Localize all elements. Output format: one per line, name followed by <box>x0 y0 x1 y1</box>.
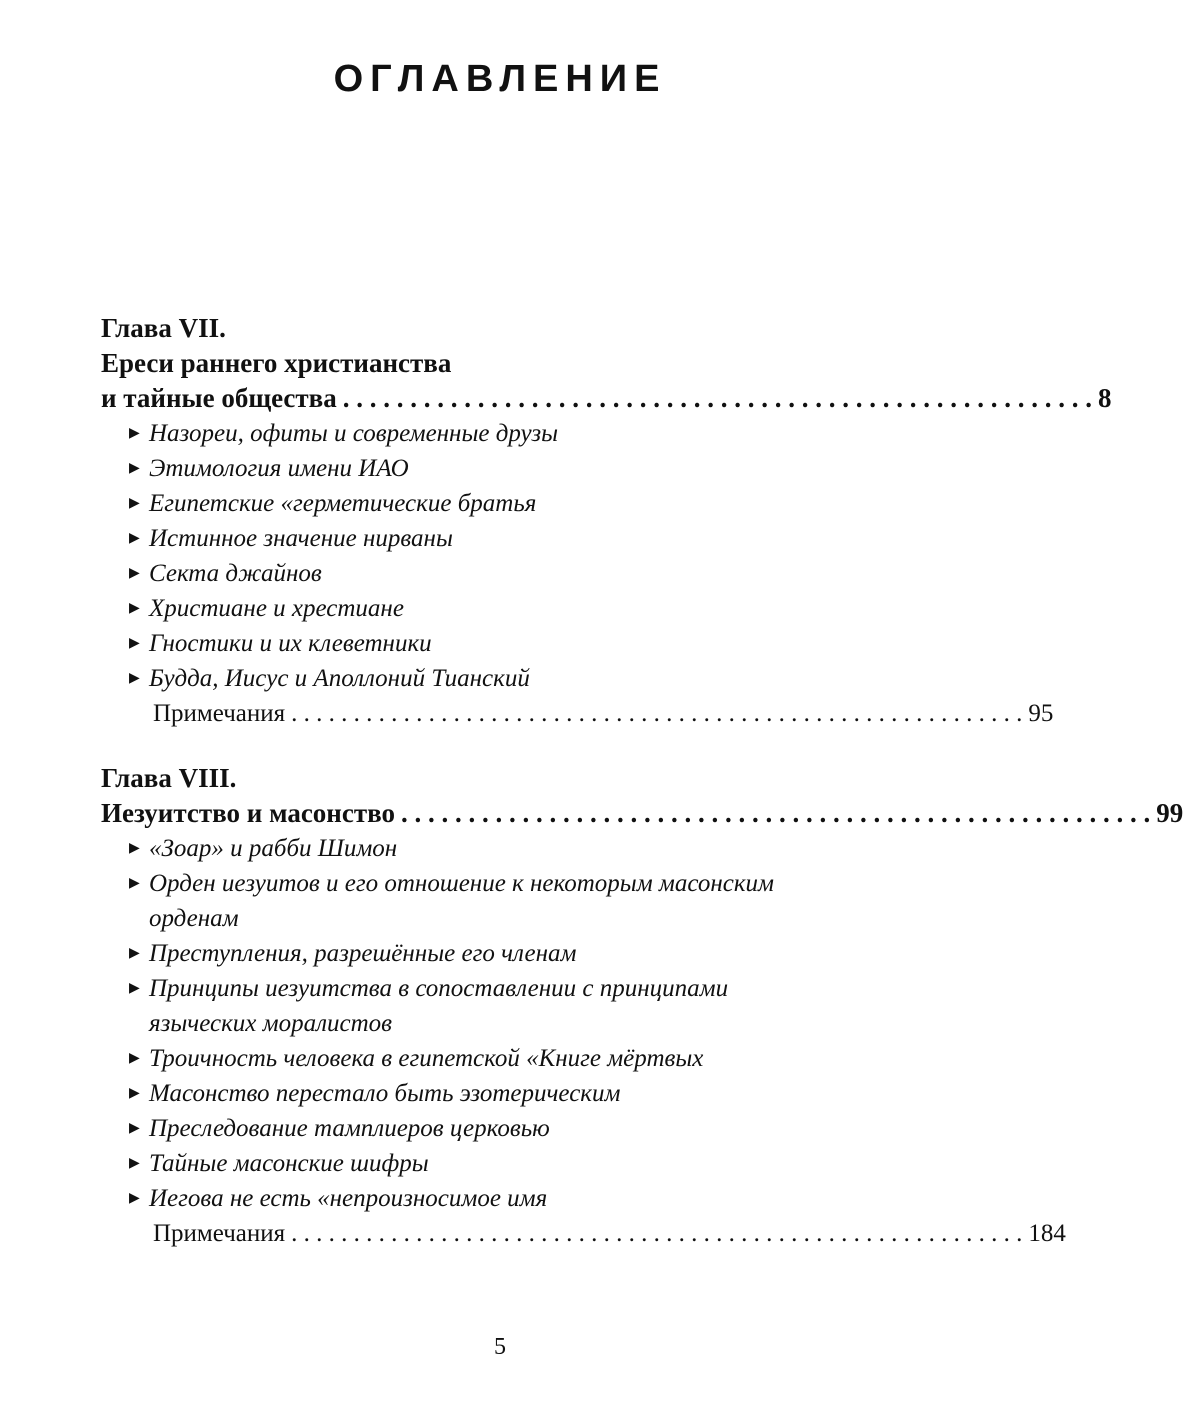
dot-leader: . . . . . . . . . . . . . . . . . . . . . . . . . . . . . . . . . . . . . . . . . . . . . . . . . . . . . . . . . . . <box>291 1220 1023 1247</box>
notes-row[interactable] <box>101 696 1054 731</box>
triangle-bullet-icon: ▶ <box>129 1086 140 1101</box>
topic-item <box>101 1146 939 1181</box>
triangle-bullet-icon: ▶ <box>129 946 140 961</box>
topic-item-continuation <box>101 901 939 936</box>
chapter-page-number: 99 <box>1156 798 1183 828</box>
chapter-page-number: 8 <box>1098 383 1112 413</box>
notes-label: Примечания <box>153 1220 286 1247</box>
topic-text: Тайные масонские шифры <box>149 1150 429 1177</box>
topic-text: Преследование тамплиеров церковью <box>149 1115 550 1142</box>
topic-item <box>101 556 939 591</box>
table-of-contents <box>101 311 1183 1281</box>
topic-item <box>101 831 939 866</box>
topic-item <box>101 1181 939 1216</box>
chapter-title-row[interactable] <box>101 796 1183 831</box>
topic-item <box>101 591 939 626</box>
topic-text: Христиане и хрестиане <box>149 595 404 622</box>
triangle-bullet-icon: ▶ <box>129 1051 140 1066</box>
triangle-bullet-icon: ▶ <box>129 566 140 581</box>
topic-text: Троичность человека в египетской «Книге мёртвых <box>149 1045 704 1072</box>
triangle-bullet-icon: ▶ <box>129 1156 140 1171</box>
topic-list <box>101 831 939 1216</box>
triangle-bullet-icon: ▶ <box>129 461 140 476</box>
triangle-bullet-icon: ▶ <box>129 841 140 856</box>
topic-item <box>101 971 939 1006</box>
topic-text: языческих моралистов <box>149 1010 392 1037</box>
chapter-7 <box>101 311 1112 731</box>
topic-text: Египетские «герметические братья <box>149 490 537 517</box>
triangle-bullet-icon: ▶ <box>129 426 140 441</box>
topic-text: Назореи, офиты и современные друзы <box>149 420 559 447</box>
topic-text: Орден иезуитов и его отношение к некоторым масонским <box>149 870 774 897</box>
page-title: ОГЛАВЛЕНИЕ <box>333 58 667 100</box>
topic-text: Истинное значение нирваны <box>149 525 453 552</box>
footer-page-number: 5 <box>494 1334 506 1360</box>
topic-item <box>101 1111 939 1146</box>
triangle-bullet-icon: ▶ <box>129 671 140 686</box>
topic-text: Будда, Иисус и Аполлоний Тианский <box>149 665 530 692</box>
triangle-bullet-icon: ▶ <box>129 496 140 511</box>
topic-text: Этимология имени ИАО <box>149 455 409 482</box>
topic-item <box>101 1076 939 1111</box>
chapter-title-row[interactable] <box>101 381 1112 416</box>
topic-item <box>101 866 939 901</box>
topic-text: Секта джайнов <box>149 560 322 587</box>
topic-item <box>101 521 939 556</box>
topic-text: Иегова не есть «непроизносимое имя <box>149 1185 548 1212</box>
notes-page-number: 95 <box>1028 700 1054 727</box>
topic-item <box>101 936 939 971</box>
topic-text: «Зоар» и рабби Шимон <box>149 835 398 862</box>
chapter-label: Глава VII. <box>101 313 226 343</box>
triangle-bullet-icon: ▶ <box>129 981 140 996</box>
triangle-bullet-icon: ▶ <box>129 1121 140 1136</box>
topic-text: Гностики и их клеветники <box>149 630 432 657</box>
chapter-title: Ереси раннего христианства <box>101 348 452 378</box>
triangle-bullet-icon: ▶ <box>129 1191 140 1206</box>
topic-list <box>101 416 939 696</box>
notes-row[interactable] <box>101 1216 1066 1251</box>
chapter-8 <box>101 761 1183 1251</box>
topic-text: Принципы иезуитства в сопоставлении с принципами <box>149 975 729 1002</box>
topic-item <box>101 416 939 451</box>
topic-text: Преступления, разрешённые его членам <box>149 940 577 967</box>
triangle-bullet-icon: ▶ <box>129 876 140 891</box>
topic-item <box>101 1041 939 1076</box>
triangle-bullet-icon: ▶ <box>129 531 140 546</box>
topic-item-continuation <box>101 1006 939 1041</box>
topic-item <box>101 486 939 521</box>
topic-text: орденам <box>149 905 239 932</box>
topic-item <box>101 451 939 486</box>
dot-leader: . . . . . . . . . . . . . . . . . . . . . . . . . . . . . . . . . . . . . . . . . . . . . . . . . . . . . . . . <box>401 798 1151 828</box>
chapter-title: Иезуитство и масонство <box>101 798 396 828</box>
notes-page-number: 184 <box>1028 1220 1066 1247</box>
notes-label: Примечания <box>153 700 286 727</box>
topic-item <box>101 661 939 696</box>
dot-leader: . . . . . . . . . . . . . . . . . . . . . . . . . . . . . . . . . . . . . . . . . . . . . . . . . . . . . . . . . . . <box>291 700 1023 727</box>
chapter-label: Глава VIII. <box>101 763 237 793</box>
topic-text: Масонство перестало быть эзотерическим <box>149 1080 621 1107</box>
dot-leader: . . . . . . . . . . . . . . . . . . . . . . . . . . . . . . . . . . . . . . . . . . . . . . . . . . . . . . . . <box>342 383 1093 413</box>
chapter-title-cont: и тайные общества <box>101 383 337 413</box>
triangle-bullet-icon: ▶ <box>129 601 140 616</box>
triangle-bullet-icon: ▶ <box>129 636 140 651</box>
topic-item <box>101 626 939 661</box>
